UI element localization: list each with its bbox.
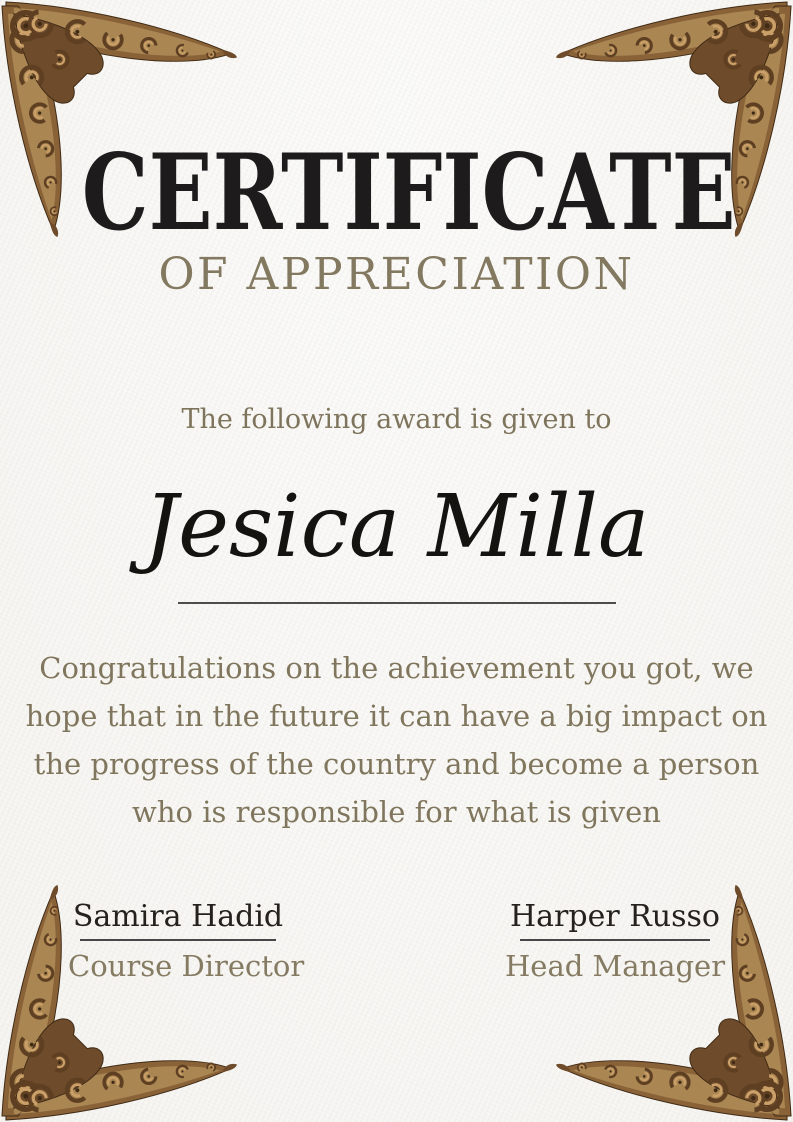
recipient-underline xyxy=(178,602,616,604)
signature-underline xyxy=(520,939,710,941)
signer-title: Head Manager xyxy=(505,949,726,983)
congratulation-message xyxy=(0,644,793,836)
recipient-name: Jesica Milla xyxy=(143,477,650,577)
certificate-subtitle: OF APPRECIATION xyxy=(158,249,635,300)
message-line-2: hope that in the future it can have a big impact on xyxy=(25,699,768,733)
award-intro-text: The following award is given to xyxy=(181,404,612,435)
signature-underline xyxy=(80,939,276,941)
message-line-3: the progress of the country and become a person xyxy=(33,747,760,781)
message-line-1: Congratulations on the achievement you got, we xyxy=(39,651,754,685)
signature-block-head-manager xyxy=(505,900,725,983)
signer-name: Harper Russo xyxy=(510,899,720,934)
message-line-4: who is responsible for what is given xyxy=(132,795,661,829)
signer-name: Samira Hadid xyxy=(72,899,284,934)
certificate-title: CERTIFICATE xyxy=(81,130,736,254)
signature-block-course-director xyxy=(68,899,305,983)
signer-title: Course Director xyxy=(68,949,305,983)
